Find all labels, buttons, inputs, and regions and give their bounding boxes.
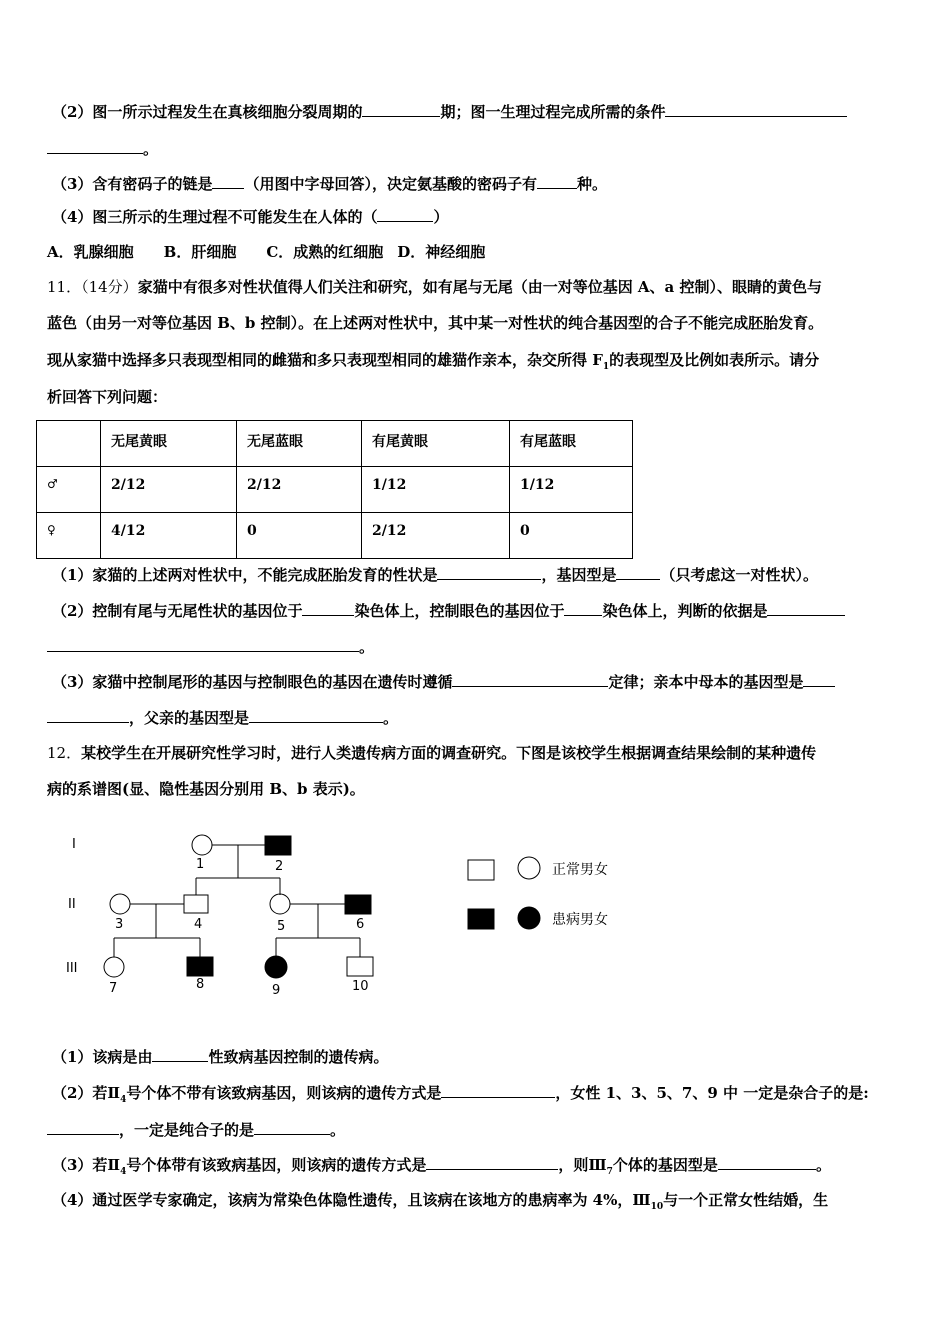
table-cell: 1/12: [510, 467, 633, 513]
answer-blank: [452, 672, 608, 687]
q11-part2-line2: [47, 637, 374, 657]
q12-intro-1: 某校学生在开展研究性学习时，进行人类遗传病方面的调查研究。下图是该校学生根据调查结果绘制的某种遗传: [81, 744, 817, 762]
q11-part3-line2: [47, 708, 398, 728]
question-number: 12．: [47, 744, 82, 762]
individual-label: 9: [272, 983, 281, 998]
table-header-cell: 有尾黄眼: [362, 421, 510, 467]
answer-blank: [47, 637, 359, 652]
individual-label: 7: [109, 981, 118, 996]
phenotype-ratio-table: [36, 420, 633, 559]
subscript: 7: [606, 1167, 613, 1177]
table-cell: 0: [510, 513, 633, 559]
option-a: A．乳腺细胞: [47, 243, 134, 261]
table-cell: 2/12: [101, 467, 237, 513]
q12-intro-line2: [47, 779, 365, 799]
answer-blank: [718, 1155, 816, 1170]
subscript: 4: [120, 1095, 127, 1105]
generation-label: II: [68, 897, 76, 912]
q12-part1-line: [52, 1047, 388, 1067]
q11-part1-line: [52, 565, 818, 585]
answer-blank: [254, 1120, 330, 1135]
q11-intro-1: 家猫中有很多对性状值得人们关注和研究，如有尾与无尾（由一对等位基因 A、a 控制）、眼睛的黄色与: [137, 278, 822, 296]
q12-intro-2: 病的系谱图(显、隐性基因分别用 B、b 表示)。: [47, 780, 365, 798]
individual-label: 3: [115, 917, 124, 932]
individual-III9-affected-female: [265, 956, 287, 978]
answer-blank: [803, 672, 835, 687]
q10-part4-end: ）: [433, 208, 449, 226]
q11-part1-text-a: （1）家猫的上述两对性状中，不能完成胚胎发育的性状是: [52, 566, 438, 584]
q11-part2-text-a: （2）控制有尾与无尾性状的基因位于: [52, 602, 303, 620]
answer-blank: [665, 102, 847, 117]
q12-part3-text-d: 个体的基因型是: [612, 1156, 718, 1174]
table-cell: 2/12: [237, 467, 362, 513]
individual-III7-normal-female: [104, 957, 124, 977]
q10-part2-line2: [47, 139, 158, 159]
q11-part2-line1: [52, 601, 845, 621]
q12-part2-line1: [52, 1083, 869, 1110]
q12-part2-text-a: （2）若Ⅱ: [52, 1084, 121, 1102]
individual-label: 5: [277, 919, 286, 934]
q12-part2-text-b: 号个体不带有该致病基因，则该病的遗传方式是: [126, 1084, 442, 1102]
answer-blank: [47, 1120, 119, 1135]
q12-part2-text-c: ，女性 1、3、5、7、9 中 一定是杂合子的是:: [555, 1084, 869, 1102]
table-cell-sex: ♀: [37, 513, 101, 559]
table-cell: 4/12: [101, 513, 237, 559]
q11-intro-4: 析回答下列问题：: [47, 388, 168, 406]
answer-blank: [616, 565, 660, 580]
individual-label: 8: [196, 977, 205, 992]
answer-blank: [426, 1155, 558, 1170]
generation-label: I: [72, 837, 76, 852]
q10-part2-text-b: 期；图一生理过程完成所需的条件: [440, 103, 666, 121]
individual-III8-affected-male: [187, 957, 213, 976]
q12-part3-text-c: ，则Ⅲ: [558, 1156, 607, 1174]
subscript: 4: [120, 1167, 127, 1177]
subscript: 1: [602, 362, 610, 372]
q10-part2-line1: [52, 102, 847, 122]
q10-part3-line: [52, 174, 607, 194]
answer-blank: [437, 565, 541, 580]
answer-blank: [537, 174, 577, 189]
q11-intro-3a: 现从家猫中选择多只表现型相同的雌猫和多只表现型相同的雄猫作亲本，杂交所得 F: [47, 351, 603, 369]
q12-part4-text-a: （4）通过医学专家确定，该病为常染色体隐性遗传，且该病在该地方的患病率为 4%，Ⅲ: [52, 1191, 651, 1209]
answer-blank: [564, 601, 602, 616]
q11-intro-line4: [47, 387, 167, 407]
individual-II3-normal-female: [110, 894, 130, 914]
q10-part2-text-a: （2）图一所示过程发生在真核细胞分裂周期的: [52, 103, 363, 121]
subscript: 10: [650, 1202, 664, 1212]
option-b: B．肝细胞: [163, 243, 237, 261]
individual-label: 6: [356, 917, 365, 932]
q11-part3-text-c: ，父亲的基因型是: [129, 709, 250, 727]
legend-normal-label: 正常男女: [552, 862, 608, 878]
q10-part3-text-c: 种。: [576, 175, 607, 193]
individual-II4-normal-male: [184, 895, 208, 913]
pedigree-chart: [50, 820, 630, 1000]
q12-part1-text-b: 性致病基因控制的遗传病。: [208, 1048, 389, 1066]
individual-II6-affected-male: [345, 895, 371, 914]
answer-blank: [767, 601, 845, 616]
q10-part3-text-b: （用图中字母回答），决定氨基酸的密码子有: [244, 175, 537, 193]
table-header-cell: 无尾黄眼: [101, 421, 237, 467]
individual-label: 10: [352, 979, 369, 994]
table-cell-sex: ♂: [37, 467, 101, 513]
option-c: C．成熟的红细胞: [266, 243, 384, 261]
q12-part1-text-a: （1）该病是由: [52, 1048, 153, 1066]
question-number: 11．（14分）: [47, 278, 138, 296]
table-header-cell: [37, 421, 101, 467]
q12-part3-text-a: （3）若Ⅱ: [52, 1156, 121, 1174]
q12-intro-line1: [47, 743, 816, 763]
answer-blank: [249, 708, 383, 723]
q11-part1-text-b: ，基因型是: [541, 566, 617, 584]
q12-part4-line: [52, 1190, 828, 1217]
q12-part2-end: 。: [330, 1121, 346, 1139]
q12-part4-text-b: 与一个正常女性结婚，生: [663, 1191, 829, 1209]
legend-affected-female-icon: [518, 907, 540, 929]
answer-blank: [212, 174, 244, 189]
q11-part2-end: 。: [359, 638, 375, 656]
individual-label: 1: [196, 857, 205, 872]
q10-part4-line: [52, 207, 448, 227]
q10-part3-text-a: （3）含有密码子的链是: [52, 175, 213, 193]
table-row: [37, 467, 633, 513]
table-cell: 0: [237, 513, 362, 559]
table-header-row: [37, 421, 633, 467]
q12-part3-line: [52, 1155, 831, 1182]
individual-label: 4: [194, 917, 203, 932]
q12-part2-line2: [47, 1120, 345, 1140]
legend-affected-male-icon: [468, 909, 494, 929]
q11-intro-line1: [47, 277, 822, 297]
generation-label: III: [66, 961, 78, 976]
table-header-cell: 有尾蓝眼: [510, 421, 633, 467]
legend-normal-male-icon: [468, 860, 494, 880]
q11-intro-line2: [47, 313, 823, 333]
q11-part3-line1: [52, 672, 835, 692]
individual-III10-normal-male: [347, 957, 373, 976]
answer-blank: [302, 601, 354, 616]
table-cell: 1/12: [362, 467, 510, 513]
q11-part3-text-b: 定律；亲本中母本的基因型是: [608, 673, 804, 691]
q10-part4-text: （4）图三所示的生理过程不可能发生在人体的（: [52, 208, 378, 226]
q12-part3-text-b: 号个体带有该致病基因，则该病的遗传方式是: [126, 1156, 427, 1174]
answer-blank: [47, 708, 129, 723]
individual-I1-normal-female: [192, 835, 212, 855]
table-row: [37, 513, 633, 559]
q11-part3-text-a: （3）家猫中控制尾形的基因与控制眼色的基因在遗传时遵循: [52, 673, 453, 691]
q10-part2-end: 。: [143, 140, 159, 158]
q11-part2-text-b: 染色体上，控制眼色的基因位于: [354, 602, 565, 620]
q11-part2-text-c: 染色体上，判断的依据是: [602, 602, 768, 620]
q11-part1-text-c: （只考虑这一对性状）。: [660, 566, 818, 584]
individual-II5-normal-female: [270, 894, 290, 914]
individual-label: 2: [275, 859, 284, 874]
answer-blank: [362, 102, 440, 117]
option-d: D．神经细胞: [397, 243, 486, 261]
answer-blank: [377, 207, 433, 222]
q12-part3-end: 。: [815, 1156, 831, 1174]
q11-intro-line3: [47, 350, 819, 377]
answer-blank: [152, 1047, 208, 1062]
q11-part3-end: 。: [383, 709, 399, 727]
legend-affected-label: 患病男女: [552, 912, 608, 928]
answer-blank: [441, 1083, 555, 1098]
q10-options: [47, 242, 485, 262]
individual-I2-affected-male: [265, 836, 291, 855]
q11-intro-3b: 的表现型及比例如表所示。请分: [609, 351, 820, 369]
legend-normal-female-icon: [518, 857, 540, 879]
q12-part2-text-d: ，一定是纯合子的是: [119, 1121, 255, 1139]
answer-blank: [47, 139, 143, 154]
table-cell: 2/12: [362, 513, 510, 559]
table-header-cell: 无尾蓝眼: [237, 421, 362, 467]
q11-intro-2: 蓝色（由另一对等位基因 B、b 控制）。在上述两对性状中，其中某一对性状的纯合基因型的合子不能完成胚胎发育。: [47, 314, 824, 332]
